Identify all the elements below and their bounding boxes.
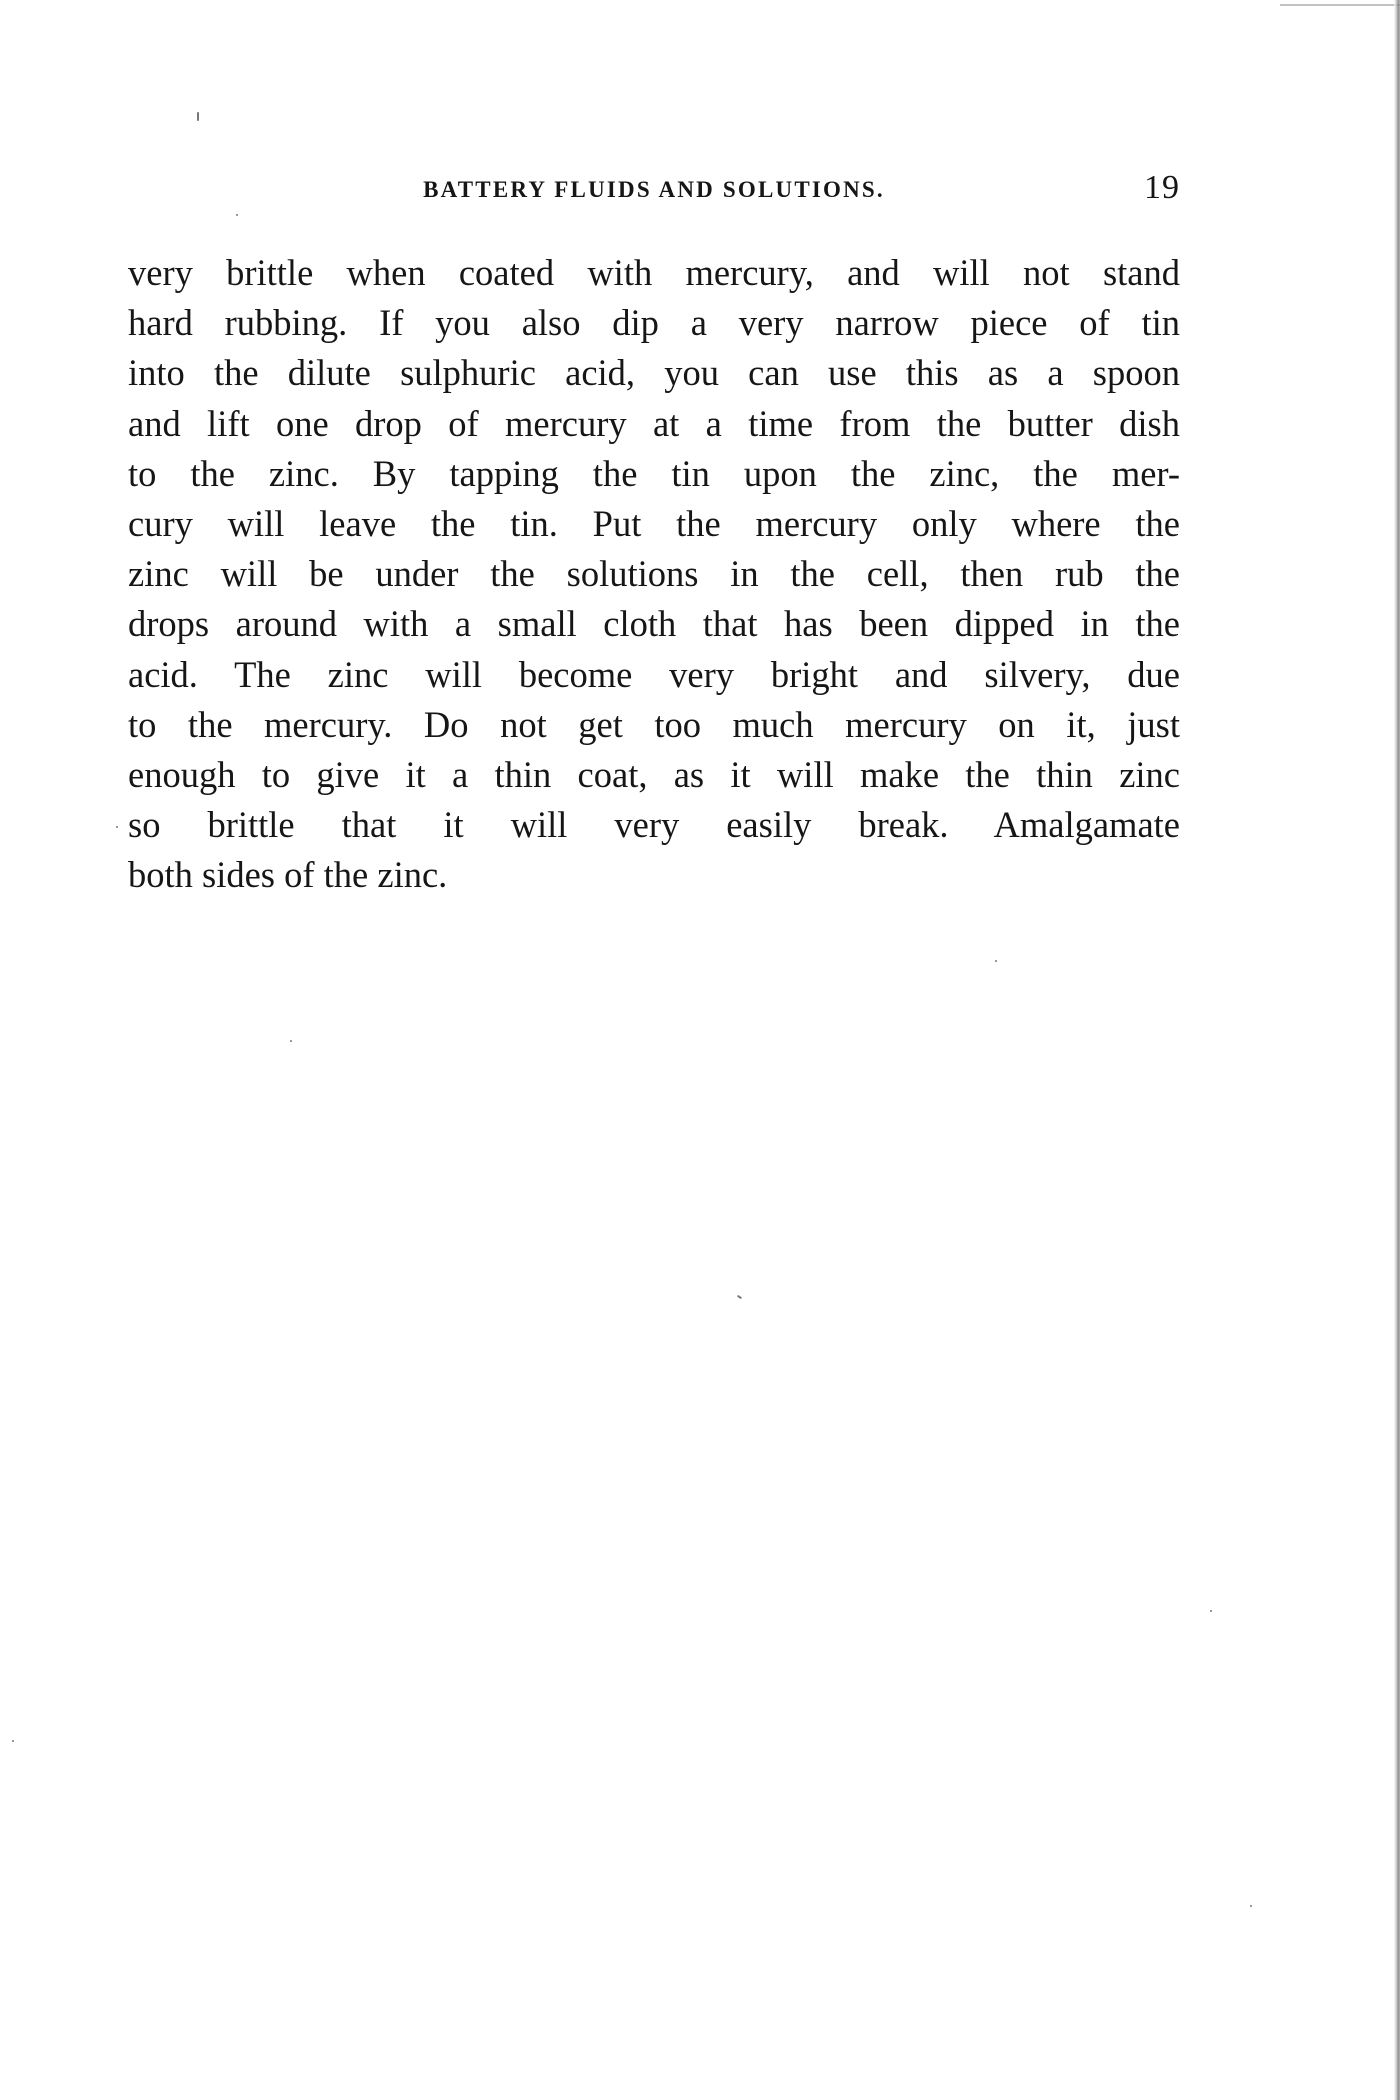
scan-speck — [1210, 1610, 1212, 1612]
body-paragraph — [128, 248, 1180, 900]
text-line: so brittle that it will very easily break. Amalgamate — [128, 804, 1180, 846]
scan-page-edge — [1394, 0, 1400, 2100]
text-line: acid. The zinc will become very bright and silvery, due — [128, 653, 1180, 695]
scan-speck — [12, 1740, 14, 1742]
running-title: BATTERY FLUIDS AND SOLUTIONS. — [423, 177, 885, 202]
scan-speck — [116, 826, 118, 828]
text-line: cury will leave the tin. Put the mercury only where the — [128, 502, 1180, 544]
scan-speck — [236, 214, 238, 216]
scan-speck — [290, 1040, 292, 1042]
text-line: hard rubbing. If you also dip a very narrow piece of tin — [128, 302, 1180, 344]
scan-speck — [737, 1295, 742, 1300]
scan-speck — [1250, 1905, 1252, 1907]
scan-speck — [197, 112, 199, 121]
text-line: enough to give it a thin coat, as it will make the thin zinc — [128, 753, 1180, 795]
text-line: into the dilute sulphuric acid, you can use this as a spoon — [128, 352, 1180, 394]
text-line: both sides of the zinc. — [128, 854, 448, 896]
text-line: very brittle when coated with mercury, and will not stand — [128, 252, 1180, 293]
text-line: to the zinc. By tapping the tin upon the zinc, the mer- — [128, 452, 1180, 494]
page-number: 19 — [1144, 169, 1180, 206]
running-header — [128, 170, 1180, 210]
scan-speck — [995, 960, 997, 962]
text-line: and lift one drop of mercury at a time from the butter dish — [128, 402, 1180, 444]
text-line: zinc will be under the solutions in the cell, then rub the — [128, 553, 1180, 595]
scan-top-edge — [1280, 4, 1400, 6]
text-line: to the mercury. Do not get too much mercury on it, just — [128, 703, 1180, 745]
text-line: drops around with a small cloth that has been dipped in the — [128, 603, 1180, 645]
